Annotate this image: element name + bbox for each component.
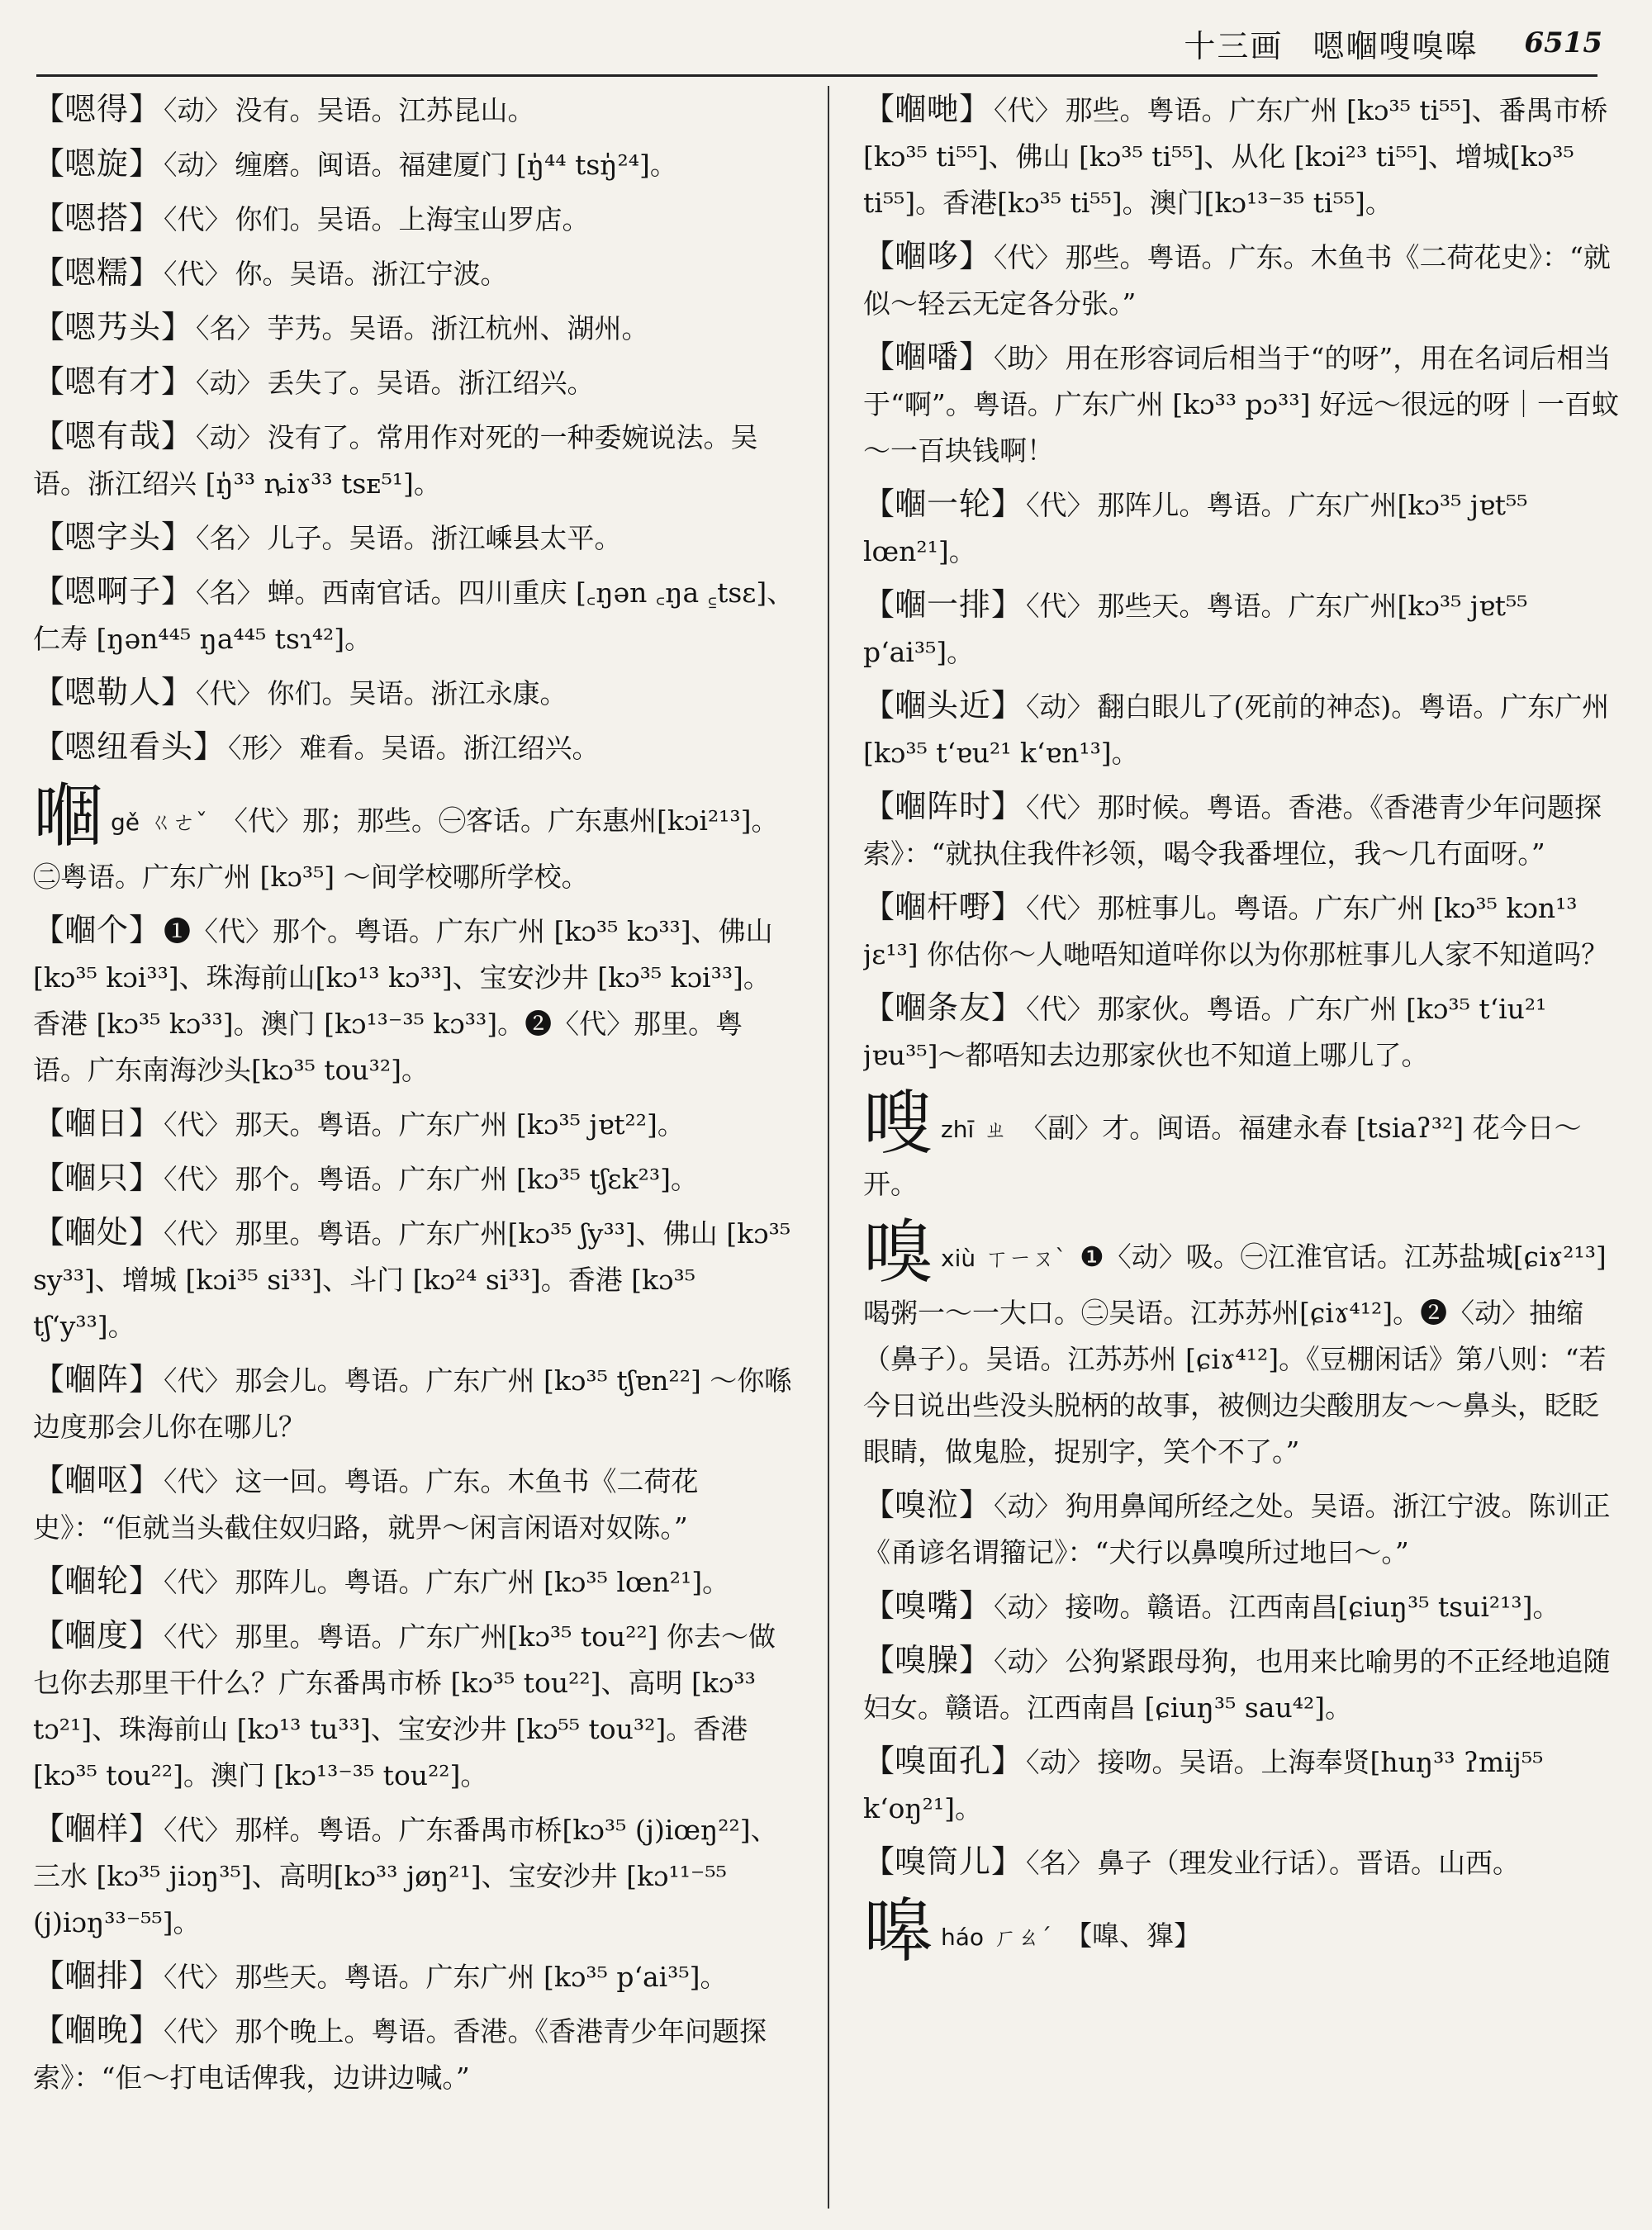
head-character: 嗖: [863, 1083, 933, 1164]
headword: 嗰一轮: [895, 486, 992, 522]
chapter-label: 十三画: [1184, 27, 1284, 64]
bracket-close: 】: [959, 1487, 991, 1523]
part-of-speech: 〈动〉: [196, 367, 264, 399]
bracket-open: 【: [863, 1843, 895, 1880]
part-of-speech: 〈动〉: [196, 421, 264, 453]
definition: 那些。粤语。广东。木鱼书《二荷花史》：“就似～轻云无定各分张。”: [863, 241, 1611, 320]
headword: 嗰一排: [895, 586, 992, 623]
dictionary-entry: [863, 581, 1623, 676]
dictionary-entry: [863, 1582, 1623, 1630]
headword: 嗯搭: [64, 200, 130, 236]
dictionary-entry: [33, 140, 797, 188]
bracket-open: 【: [33, 1361, 65, 1397]
dictionary-entry: [33, 2007, 797, 2101]
definition: 你。吴语。浙江宁波。: [235, 258, 508, 290]
dictionary-entry: [863, 86, 1623, 226]
bracket-close: 】: [129, 1617, 161, 1654]
part-of-speech: 〈名〉: [1026, 1847, 1094, 1879]
dictionary-entry: [863, 985, 1623, 1079]
headword: 嗰处: [64, 1214, 130, 1250]
dictionary-entry: [33, 1952, 797, 2000]
definition: 用在形容词后相当于“的呀”，用在名词后相当于“啊”。粤语。广东广州 [kɔ³³ pɔ³³] 好远～很远的呀｜一百蚊～一百块钱啊！: [863, 342, 1619, 467]
headword: 嗯字头: [64, 519, 162, 555]
bracket-close: 】: [129, 1462, 161, 1498]
dictionary-entry: [33, 669, 797, 717]
bracket-close: 】: [991, 687, 1023, 724]
dictionary-entry: [33, 1100, 797, 1148]
bracket-open: 【: [33, 254, 65, 291]
pinyin: xiù: [941, 1245, 976, 1272]
definition: 你们。吴语。上海宝山罗店。: [235, 203, 590, 235]
bracket-open: 【: [33, 1105, 65, 1141]
part-of-speech: 〈代〉: [164, 2015, 232, 2047]
bracket-close: 】: [959, 91, 991, 127]
headword: 嗅涖: [895, 1487, 960, 1523]
headword: 嗰只: [64, 1160, 130, 1196]
bracket-open: 【: [33, 1462, 65, 1498]
bracket-close: 】: [129, 1214, 161, 1250]
part-of-speech: 〈代〉: [164, 1108, 232, 1141]
definition: 没有了。常用作对死的一种委婉说法。吴语。浙江绍兴 [ŋ̍³³ ȵiɤ³³ tsᴇ⁵¹]。: [33, 421, 758, 500]
bracket-close: 】: [161, 309, 193, 345]
part-of-speech: 〈代〉: [164, 1364, 232, 1397]
headword: 嗰排: [64, 1957, 130, 1994]
bracket-open: 【: [33, 1957, 65, 1994]
definition: 〈副〉才。闽语。福建永春 [tsiaʔ³²] 花今日～开。: [863, 1112, 1582, 1200]
headword: 嗰个: [64, 912, 130, 948]
definition: 接吻。吴语。上海奉贤[huŋ³³ ʔmij⁵⁵ kʻoŋ²¹]。: [863, 1746, 1544, 1824]
part-of-speech: 〈代〉: [1026, 590, 1094, 622]
part-of-speech: 〈形〉: [228, 732, 297, 764]
part-of-speech: 〈代〉: [164, 1163, 232, 1195]
headword: 嗰哆: [895, 238, 960, 274]
part-of-speech: 〈代〉: [164, 203, 232, 235]
part-of-speech: 〈代〉: [164, 1465, 232, 1497]
bracket-open: 【: [863, 889, 895, 925]
part-of-speech: 〈名〉: [196, 312, 264, 344]
bracket-close: 】: [161, 573, 193, 610]
zhuyin: ㄒㄧㄡˋ: [985, 1245, 1067, 1272]
dictionary-entry: [33, 1356, 797, 1450]
dictionary-entry: [33, 907, 797, 1094]
bracket-open: 【: [33, 1617, 65, 1654]
bracket-close: 】: [959, 1642, 991, 1678]
bracket-open: 【: [33, 674, 65, 710]
part-of-speech: 〈代〉: [1026, 791, 1094, 823]
headword: 嗯啊子: [64, 573, 162, 610]
bracket-close: 】: [129, 1810, 161, 1847]
definition: 那里。粤语。广东广州[kɔ³⁵ ʃy³³]、佛山 [kɔ³⁵ sy³³]、增城 [kɔi³⁵ si³³]、斗门 [kɔ²⁴ si³³]。香港 [kɔ³⁵ tʃʻy³³]。: [33, 1217, 791, 1342]
bracket-close: 】: [959, 339, 991, 375]
headword: 嗯有才: [64, 363, 162, 400]
definition: 那天。粤语。广东广州 [kɔ³⁵ jɐt²²]。: [235, 1108, 685, 1141]
definition: 难看。吴语。浙江绍兴。: [299, 732, 600, 764]
headword: 嗯旋: [64, 145, 130, 182]
headword: 嗰噃: [895, 339, 960, 375]
dictionary-entry: [33, 195, 797, 243]
part-of-speech: 〈代〉: [164, 1566, 232, 1598]
definition: 那会儿。粤语。广东广州 [kɔ³⁵ tʃɐn²²] ～你喺边度那会儿你在哪儿？: [33, 1364, 792, 1443]
definition: 那个。粤语。广东广州 [kɔ³⁵ tʃɛk²³]。: [235, 1163, 698, 1195]
bracket-close: 】: [161, 418, 193, 454]
dictionary-entry: [33, 249, 797, 297]
pinyin: gě: [111, 809, 140, 836]
dictionary-entry: [33, 568, 797, 662]
column-divider: [828, 86, 829, 2209]
head-characters: 嗯嗰嗖嗅嗥: [1313, 27, 1479, 64]
bracket-open: 【: [33, 1563, 65, 1599]
bracket-close: 】: [161, 519, 193, 555]
part-of-speech: 〈动〉: [1026, 1746, 1094, 1778]
dictionary-entry: [33, 514, 797, 562]
bracket-open: 【: [33, 1810, 65, 1847]
right-column: [863, 86, 1623, 2209]
dictionary-entry: [863, 1637, 1623, 1731]
dictionary-entry: [863, 1738, 1623, 1832]
bracket-close: 】: [161, 674, 193, 710]
headword: 嗰阵时: [895, 788, 992, 824]
bracket-open: 【: [33, 2012, 65, 2048]
definition: 蝉。西南官话。四川重庆 [꜀ŋən ꜀ŋa ꜁tsɛ]、仁寿 [ŋən⁴⁴⁵ ŋa⁴⁴⁵ tsɿ⁴²]。: [33, 576, 795, 655]
part-of-speech: 〈动〉: [164, 149, 232, 181]
bracket-close: 】: [129, 912, 161, 948]
zhuyin: ㄍㄜˇ: [150, 809, 208, 836]
definition: 那些天。粤语。广东广州[kɔ³⁵ jɐt⁵⁵ pʻai³⁵]。: [863, 590, 1528, 668]
headword: 嗯艿头: [64, 309, 162, 345]
bracket-open: 【: [33, 363, 65, 400]
headword: 嗯纽看头: [64, 728, 194, 765]
definition: 【嘷、獋】: [1065, 1919, 1202, 1952]
zhuyin: ㄓ: [984, 1116, 1008, 1143]
bracket-close: 】: [991, 1843, 1023, 1880]
headword: 嗯有哉: [64, 418, 162, 454]
bracket-open: 【: [33, 728, 65, 765]
dictionary-entry: [863, 682, 1623, 776]
page-number: 6515: [1524, 26, 1602, 59]
definition: 接吻。赣语。江西南昌[ɕiuŋ³⁵ tsui²¹³]。: [1065, 1591, 1560, 1623]
dictionary-entry: [33, 1457, 797, 1551]
definition: 那个晚上。粤语。香港。《香港青少年问题探索》：“佢～打电话俾我，边讲边喊。”: [33, 2015, 767, 2094]
dictionary-entry: [863, 783, 1623, 877]
headword: 嗰样: [64, 1810, 130, 1847]
head-character: 嗅: [863, 1212, 933, 1293]
definition: 那时候。粤语。香港。《香港青少年问题探索》：“就执住我件衫领，喝令我番埋位，我～几冇面呀。”: [863, 791, 1602, 870]
headword: 嗯得: [64, 91, 130, 127]
bracket-close: 】: [129, 254, 161, 291]
definition: 那些天。粤语。广东广州 [kɔ³⁵ pʻai³⁵]。: [235, 1961, 728, 1993]
headword: 嗯勒人: [64, 674, 162, 710]
bracket-close: 】: [959, 238, 991, 274]
bracket-open: 【: [33, 418, 65, 454]
part-of-speech: 〈代〉: [164, 1814, 232, 1846]
definition: 〈代〉那；那些。㊀客话。广东惠州[kɔi²¹³]。㊁粤语。广东广州 [kɔ³⁵] ～间学校哪所学校。: [33, 804, 779, 893]
bracket-close: 】: [129, 1361, 161, 1397]
bracket-open: 【: [863, 238, 895, 274]
pinyin: zhī: [941, 1116, 975, 1143]
pinyin: háo: [941, 1924, 985, 1951]
dictionary-entry: [33, 1805, 797, 1946]
headword: 嗰头近: [895, 687, 992, 724]
headword: 嗰条友: [895, 989, 992, 1026]
definition: ❶〈代〉那个。粤语。广东广州 [kɔ³⁵ kɔ³³]、佛山 [kɔ³⁵ kɔi³³]、珠海前山[kɔ¹³ kɔ³³]、宝安沙井 [kɔ³⁵ kɔi³³]。香港 [kɔ³⁵ kɔ³³]。澳门 [kɔ¹³⁻³⁵ kɔ³³]。❷〈代〉那里。粤语。广东南海沙头[kɔ³⁵ tou³²]。: [33, 915, 773, 1086]
bracket-close: 】: [991, 989, 1023, 1026]
bracket-close: 】: [129, 2012, 161, 2048]
bracket-close: 】: [193, 728, 225, 765]
dictionary-entry: [33, 1155, 797, 1203]
head-character-entry: [33, 778, 797, 900]
definition: 那桩事儿。粤语。广东广州 [kɔ³⁵ kɔn¹³ jɛ¹³] 你估你～人哋唔知道咩你以为你那桩事儿人家不知道吗？: [863, 892, 1609, 970]
definition: 翻白眼儿了(死前的神态)。粤语。广东广州 [kɔ³⁵ tʻɐu²¹ kʻɐn¹³]。: [863, 690, 1610, 769]
bracket-close: 】: [129, 145, 161, 182]
bracket-close: 】: [959, 1587, 991, 1624]
bracket-open: 【: [863, 1743, 895, 1779]
bracket-close: 】: [991, 586, 1023, 623]
part-of-speech: 〈代〉: [164, 1620, 232, 1653]
definition: 这一回。粤语。广东。木鱼书《二荷花史》：“佢就当头截住奴归路，就畀～闲言闲语对奴陈。”: [33, 1465, 699, 1544]
dictionary-entry: [863, 884, 1623, 978]
headword: 嗅臊: [895, 1642, 960, 1678]
headword: 嗰度: [64, 1617, 130, 1654]
bracket-open: 【: [863, 788, 895, 824]
part-of-speech: 〈名〉: [196, 576, 264, 609]
definition: 丢失了。吴语。浙江绍兴。: [267, 367, 595, 399]
dictionary-entry: [33, 304, 797, 352]
definition: 公狗紧跟母狗，也用来比喻男的不正经地追随妇女。赣语。江西南昌 [ɕiuŋ³⁵ sau⁴²]。: [863, 1645, 1611, 1724]
part-of-speech: 〈动〉: [1026, 690, 1094, 723]
part-of-speech: 〈代〉: [1026, 489, 1094, 521]
part-of-speech: 〈代〉: [164, 1217, 232, 1250]
dictionary-entry: [33, 724, 797, 771]
dictionary-entry: [33, 1209, 797, 1350]
bracket-close: 】: [991, 788, 1023, 824]
bracket-open: 【: [33, 200, 65, 236]
bracket-close: 】: [129, 91, 161, 127]
part-of-speech: 〈助〉: [994, 342, 1062, 374]
definition: 那里。粤语。广东广州[kɔ³⁵ tou²²] 你去～做乜你去那里干什么？广东番禺市桥 [kɔ³⁵ tou²²]、高明 [kɔ³³ tɔ²¹]、珠海前山 [kɔ¹³ tu³³]、宝安沙井 [kɔ⁵⁵ tou³²]。香港 [kɔ³⁵ tou²²]。澳门 [kɔ¹³⁻³⁵ tou²²]。: [33, 1620, 776, 1791]
bracket-open: 【: [863, 91, 895, 127]
bracket-open: 【: [33, 1160, 65, 1196]
definition: 缠磨。闽语。福建厦门 [ŋ̍⁴⁴ tsŋ̍²⁴]。: [235, 149, 677, 181]
part-of-speech: 〈动〉: [164, 94, 232, 126]
dictionary-entry: [33, 1558, 797, 1606]
definition: 芋艿。吴语。浙江杭州、湖州。: [267, 312, 649, 344]
dictionary-entry: [863, 481, 1623, 575]
part-of-speech: 〈名〉: [196, 522, 264, 554]
left-column: [33, 86, 797, 2209]
dictionary-entry: [863, 334, 1623, 474]
definition: 儿子。吴语。浙江嵊县太平。: [267, 522, 622, 554]
bracket-open: 【: [33, 1214, 65, 1250]
definition: 狗用鼻闻所经之处。吴语。浙江宁波。陈训正《甬谚名谓籀记》：“犬行以鼻嗅所过地曰～。”: [863, 1490, 1611, 1568]
bracket-close: 】: [129, 1957, 161, 1994]
bracket-open: 【: [863, 687, 895, 724]
bracket-open: 【: [863, 1642, 895, 1678]
bracket-open: 【: [33, 309, 65, 345]
part-of-speech: 〈代〉: [994, 94, 1062, 126]
dictionary-entry: [33, 413, 797, 507]
part-of-speech: 〈代〉: [196, 677, 264, 709]
part-of-speech: 〈代〉: [1026, 892, 1094, 924]
definition: 那样。粤语。广东番禺市桥[kɔ³⁵ (j)iœŋ²²]、三水 [kɔ³⁵ jiɔŋ³⁵]、高明[kɔ³³ jøŋ²¹]、宝安沙井 [kɔ¹¹⁻⁵⁵ (j)iɔŋ³³⁻⁵⁵]。: [33, 1814, 778, 1938]
head-character: 嗰: [33, 776, 103, 856]
bracket-close: 】: [991, 889, 1023, 925]
definition: 鼻子（理发业行话）。晋语。山西。: [1097, 1847, 1521, 1879]
bracket-open: 【: [863, 486, 895, 522]
bracket-open: 【: [863, 586, 895, 623]
dictionary-entry: [33, 358, 797, 406]
headword: 嗅嘴: [895, 1587, 960, 1624]
definition: ❶〈动〉吸。㊀江淮官话。江苏盐城[ɕiɤ²¹³]喝粥一～一大口。㊁吴语。江苏苏州[ɕiɤ⁴¹²]。❷〈动〉抽缩（鼻子）。吴语。江苏苏州 [ɕiɤ⁴¹²]。《豆棚闲话》第八则：“若今日说出些没头脱柄的故事，被侧边尖酸朋友～～鼻头，眨眨眼睛，做鬼脸，捉别字，笑个不了。”: [863, 1241, 1607, 1468]
headword: 嗅筒儿: [895, 1843, 992, 1880]
dictionary-entry: [863, 233, 1623, 327]
bracket-open: 【: [33, 145, 65, 182]
bracket-close: 】: [129, 1105, 161, 1141]
headword: 嗅面孔: [895, 1743, 992, 1779]
definition: 那阵儿。粤语。广东广州[kɔ³⁵ jɐt⁵⁵ lœn²¹]。: [863, 489, 1528, 567]
part-of-speech: 〈动〉: [994, 1490, 1062, 1522]
part-of-speech: 〈代〉: [1026, 993, 1094, 1025]
head-character-entry: [863, 1893, 1623, 1969]
zhuyin: ㄏㄠˊ: [994, 1924, 1052, 1951]
bracket-open: 【: [863, 339, 895, 375]
part-of-speech: 〈代〉: [164, 258, 232, 290]
part-of-speech: 〈代〉: [164, 1961, 232, 1993]
head-character: 嗥: [863, 1891, 933, 1971]
bracket-open: 【: [863, 1587, 895, 1624]
bracket-open: 【: [863, 1487, 895, 1523]
headword: 嗰日: [64, 1105, 130, 1141]
headword: 嗰阵: [64, 1361, 130, 1397]
head-character-entry: [863, 1085, 1623, 1208]
part-of-speech: 〈动〉: [994, 1591, 1062, 1623]
headword: 嗰轮: [64, 1563, 130, 1599]
bracket-close: 】: [129, 1160, 161, 1196]
dictionary-entry: [33, 1612, 797, 1799]
header-rule: [36, 74, 1597, 77]
definition: 没有。吴语。江苏昆山。: [235, 94, 535, 126]
headword: 嗰杆嘢: [895, 889, 992, 925]
definition: 那家伙。粤语。广东广州 [kɔ³⁵ tʻiu²¹ jɐu³⁵]～都唔知去边那家伙也不知道上哪儿了。: [863, 993, 1547, 1071]
dictionary-entry: [863, 1482, 1623, 1576]
headword: 嗰晚: [64, 2012, 130, 2048]
head-character-entry: [863, 1214, 1623, 1475]
bracket-close: 】: [161, 363, 193, 400]
bracket-open: 【: [33, 91, 65, 127]
headword: 嗯糯: [64, 254, 130, 291]
bracket-open: 【: [33, 573, 65, 610]
part-of-speech: 〈动〉: [994, 1645, 1062, 1677]
part-of-speech: 〈代〉: [994, 241, 1062, 273]
page-header: [826, 18, 1602, 68]
definition: 那阵儿。粤语。广东广州 [kɔ³⁵ lœn²¹]。: [235, 1566, 730, 1598]
headword: 嗰哋: [895, 91, 960, 127]
definition: 你们。吴语。浙江永康。: [267, 677, 567, 709]
definition: 那些。粤语。广东广州 [kɔ³⁵ ti⁵⁵]、番禺市桥 [kɔ³⁵ ti⁵⁵]、佛山 [kɔ³⁵ ti⁵⁵]、从化 [kɔi²³ ti⁵⁵]、增城[kɔ³⁵ ti⁵⁵]。香港[kɔ³⁵ ti⁵⁵]。澳门[kɔ¹³⁻³⁵ ti⁵⁵]。: [863, 94, 1608, 219]
bracket-open: 【: [863, 989, 895, 1026]
bracket-close: 】: [991, 486, 1023, 522]
bracket-close: 】: [129, 200, 161, 236]
bracket-close: 】: [129, 1563, 161, 1599]
dictionary-entry: [33, 86, 797, 134]
bracket-open: 【: [33, 912, 65, 948]
bracket-open: 【: [33, 519, 65, 555]
dictionary-entry: [863, 1839, 1623, 1886]
bracket-close: 】: [991, 1743, 1023, 1779]
headword: 嗰呕: [64, 1462, 130, 1498]
